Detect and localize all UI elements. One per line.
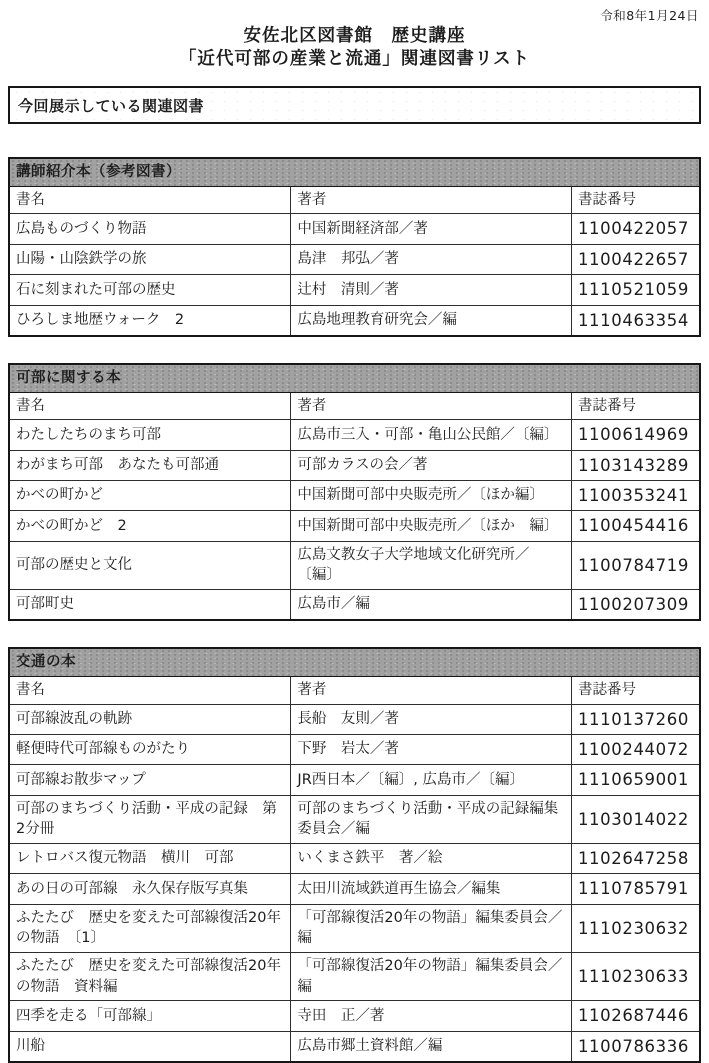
book-title-cell: 可部線波乱の軌跡 <box>9 704 291 734</box>
book-title-cell: 可部のまちづくり活動・平成の記録 第2分冊 <box>9 795 291 843</box>
column-header-author: 著者 <box>291 677 572 705</box>
book-author-cell: 寺田 正／著 <box>291 1001 572 1031</box>
table-row <box>9 1001 700 1031</box>
book-author-cell: 広島市郷土資料館／編 <box>291 1031 572 1062</box>
section-heading: 交通の本 <box>9 648 700 676</box>
section-heading-row <box>9 364 700 392</box>
book-title-cell: かべの町かど 2 <box>9 511 291 541</box>
book-title-cell: わたしたちのまち可部 <box>9 420 291 450</box>
book-bib-cell: 1102687446 <box>571 1001 700 1031</box>
book-bib-cell: 1100454416 <box>571 511 700 541</box>
section-heading: 講師紹介本（参考図書） <box>9 158 700 186</box>
book-bib-cell: 1100786336 <box>571 1031 700 1062</box>
book-title-cell: 可部の歴史と文化 <box>9 541 291 589</box>
book-author-cell: 辻村 清則／著 <box>291 275 572 305</box>
table-row <box>9 244 700 274</box>
column-header-title: 書名 <box>9 186 291 214</box>
table-row <box>9 735 700 765</box>
book-bib-cell: 1110521059 <box>571 275 700 305</box>
table-row <box>9 511 700 541</box>
book-title-cell: ひろしま地歴ウォーク 2 <box>9 305 291 336</box>
book-bib-cell: 1110463354 <box>571 305 700 336</box>
section-heading-row <box>9 648 700 676</box>
book-list-sections <box>8 157 701 1063</box>
book-author-cell: 可部カラスの会／著 <box>291 450 572 480</box>
book-author-cell: 「可部線復活20年の物語」編集委員会／編 <box>291 953 572 1001</box>
book-author-cell: 太田川流域鉄道再生協会／編集 <box>291 874 572 904</box>
book-bib-cell: 1100422657 <box>571 244 700 274</box>
book-title-cell: ふたたび 歴史を変えた可部線復活20年の物語 資料編 <box>9 953 291 1001</box>
book-author-cell: 下野 岩太／著 <box>291 735 572 765</box>
book-bib-cell: 1110230632 <box>571 904 700 952</box>
book-author-cell: 中国新聞経済部／著 <box>291 214 572 244</box>
book-bib-cell: 1100784719 <box>571 541 700 589</box>
book-author-cell: 長船 友則／著 <box>291 704 572 734</box>
table-row <box>9 1031 700 1062</box>
table-row <box>9 795 700 843</box>
column-header-bib: 書誌番号 <box>571 677 700 705</box>
table-row <box>9 214 700 244</box>
book-title-cell: 可部町史 <box>9 590 291 621</box>
book-bib-cell: 1100353241 <box>571 481 700 511</box>
book-table <box>8 157 701 337</box>
page-title: 安佐北区図書館 歴史講座 <box>243 26 466 46</box>
book-bib-cell: 1100422057 <box>571 214 700 244</box>
table-row <box>9 541 700 589</box>
exhibit-banner-label: 今回展示している関連図書 <box>18 96 205 115</box>
book-author-cell: 広島地理教育研究会／編 <box>291 305 572 336</box>
book-bib-cell: 1110659001 <box>571 765 700 795</box>
book-title-cell: 可部線お散歩マップ <box>9 765 291 795</box>
book-title-cell: 四季を走る「可部線」 <box>9 1001 291 1031</box>
book-title-cell: かべの町かど <box>9 481 291 511</box>
book-author-cell: 「可部線復活20年の物語」編集委員会／編 <box>291 904 572 952</box>
book-author-cell: 島津 邦弘／著 <box>291 244 572 274</box>
table-row <box>9 450 700 480</box>
book-title-cell: 山陽・山陰鉄学の旅 <box>9 244 291 274</box>
book-title-cell: あの日の可部線 永久保存版写真集 <box>9 874 291 904</box>
column-header-bib: 書誌番号 <box>571 186 700 214</box>
table-row <box>9 275 700 305</box>
exhibit-banner <box>8 86 701 124</box>
table-row <box>9 765 700 795</box>
column-header-author: 著者 <box>291 392 572 420</box>
column-header-row <box>9 186 700 214</box>
book-author-cell: 可部のまちづくり活動・平成の記録編集委員会／編 <box>291 795 572 843</box>
table-row <box>9 704 700 734</box>
book-author-cell: 中国新聞可部中央販売所／〔ほか 編〕 <box>291 511 572 541</box>
column-header-bib: 書誌番号 <box>571 392 700 420</box>
book-table <box>8 647 701 1063</box>
page-title-block <box>8 25 701 71</box>
book-title-cell: レトロバス復元物語 横川 可部 <box>9 844 291 874</box>
book-author-cell: 広島文教女子大学地域文化研究所／〔編〕 <box>291 541 572 589</box>
table-row <box>9 590 700 621</box>
book-bib-cell: 1110785791 <box>571 874 700 904</box>
book-title-cell: ふたたび 歴史を変えた可部線復活20年の物語 〔1〕 <box>9 904 291 952</box>
book-author-cell: 広島市／編 <box>291 590 572 621</box>
column-header-title: 書名 <box>9 392 291 420</box>
book-bib-cell: 1102647258 <box>571 844 700 874</box>
book-title-cell: 広島ものづくり物語 <box>9 214 291 244</box>
book-author-cell: 広島市三入・可部・亀山公民館／〔編〕 <box>291 420 572 450</box>
table-row <box>9 844 700 874</box>
date-label: 令和8年1月24日 <box>600 8 699 23</box>
book-bib-cell: 1110137260 <box>571 704 700 734</box>
book-title-cell: わがまち可部 あなたも可部通 <box>9 450 291 480</box>
column-header-author: 著者 <box>291 186 572 214</box>
table-row <box>9 481 700 511</box>
book-author-cell: いくまさ鉄平 著／絵 <box>291 844 572 874</box>
table-row <box>9 420 700 450</box>
book-bib-cell: 1100614969 <box>571 420 700 450</box>
book-title-cell: 石に刻まれた可部の歴史 <box>9 275 291 305</box>
book-title-cell: 軽便時代可部線ものがたり <box>9 735 291 765</box>
section-heading-row <box>9 158 700 186</box>
table-row <box>9 874 700 904</box>
book-author-cell: JR西日本／〔編〕, 広島市／〔編〕 <box>291 765 572 795</box>
page-subtitle: 「近代可部の産業と流通」関連図書リスト <box>178 49 531 70</box>
book-bib-cell: 1100244072 <box>571 735 700 765</box>
book-bib-cell: 1110230633 <box>571 953 700 1001</box>
book-bib-cell: 1100207309 <box>571 590 700 621</box>
book-bib-cell: 1103143289 <box>571 450 700 480</box>
column-header-row <box>9 677 700 705</box>
book-bib-cell: 1103014022 <box>571 795 700 843</box>
book-title-cell: 川船 <box>9 1031 291 1062</box>
column-header-title: 書名 <box>9 677 291 705</box>
book-table <box>8 363 701 621</box>
book-author-cell: 中国新聞可部中央販売所／〔ほか編〕 <box>291 481 572 511</box>
table-row <box>9 305 700 336</box>
section-heading: 可部に関する本 <box>9 364 700 392</box>
column-header-row <box>9 392 700 420</box>
table-row <box>9 904 700 952</box>
table-row <box>9 953 700 1001</box>
